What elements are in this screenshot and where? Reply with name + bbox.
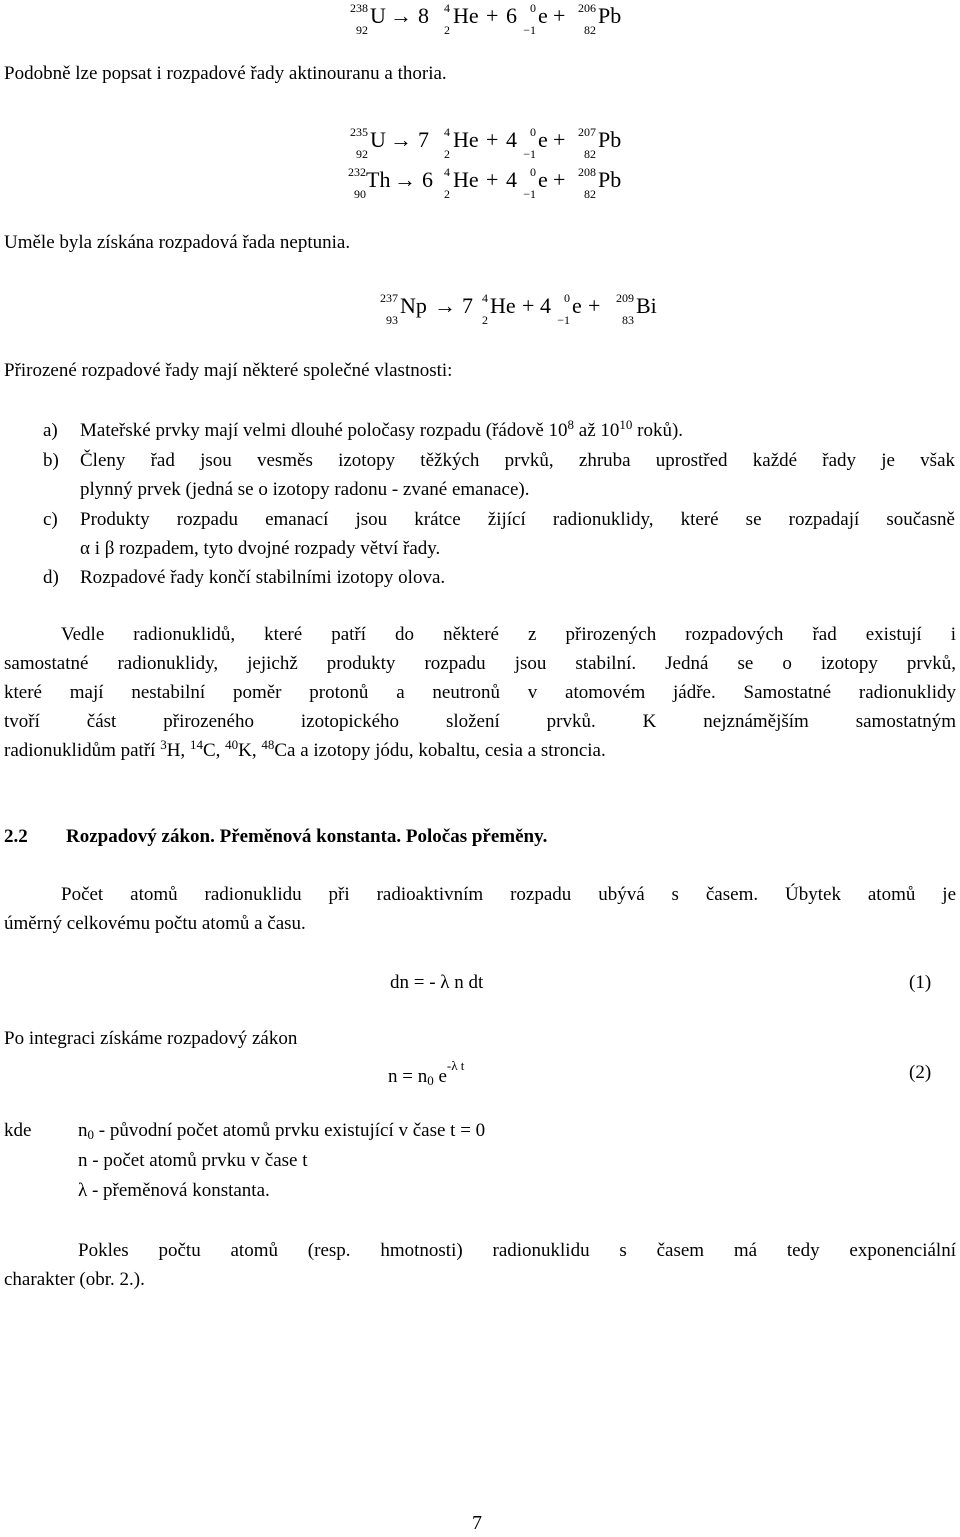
section-number: 2.2 bbox=[4, 826, 28, 847]
list-label-b: b) bbox=[43, 450, 59, 471]
integration-text: Po integraci získáme rozpadový zákon bbox=[4, 1028, 298, 1049]
equation-np237: 237 93 Np → 7 4 2 He + 4 0 −1 e + 209 83 Bi bbox=[380, 291, 657, 327]
definition-lambda: λ - přeměnová konstanta. bbox=[78, 1180, 270, 1201]
properties-intro: Přirozené rozpadové řady mají některé společné vlastnosti: bbox=[4, 360, 453, 381]
list-text-a: Mateřské prvky mají velmi dlouhé poločasy rozpadu (řádově $10^8$ až $10^{10}$ roků). bbox=[80, 417, 684, 441]
list-text-d: Rozpadové řady končí stabilními izotopy olova. bbox=[80, 567, 446, 588]
formula-2-number: (2) bbox=[909, 1062, 932, 1083]
equation-th232: 232 90 Th → 6 4 2 He + 4 0 −1 e + 208 82 Pb bbox=[348, 165, 622, 201]
list-text-b: Členy řad jsou vesměs izotopy těžkých prvků, zhruba uprostřed každé řady je však plynný prvek (jedná se o izotopy radonu - zvané emanace). bbox=[80, 450, 955, 500]
list-label-c: c) bbox=[43, 509, 58, 530]
paragraph-atom-count: Počet atomů radionuklidu při radioaktivním rozpadu ubývá s časem. Úbytek atomů je úměrný celkovému počtu atomů a času. bbox=[4, 884, 956, 934]
formula-1-number: (1) bbox=[909, 972, 932, 993]
definition-n0: $n_0$ - původní počet atomů prvku existující v čase t = 0 bbox=[78, 1120, 486, 1142]
intro-actinium-thorium: Podobně lze popsat i rozpadové řady aktinouranu a thoria. bbox=[4, 63, 447, 84]
page-number: 7 bbox=[472, 1512, 482, 1534]
paragraph-independent-radionuclides: Vedle radionuklidů, které patří do některé z přirozených rozpadových řad existují i samostatné radionuklidy, jejichž produkty rozpadu jsou stabilní. Jedná se o izotopy prvků, které mají nestabilní poměr protonů a neutronů v atomovém jádře. Samostatné radionuklidy tvoří část přirozeného izotopického složení prvků. K nejznámějším samostatným radionuklidům patří $^3$H, $^{14}$C, $^{40}$K, $^{48}$Ca a izotopy jódu, kobaltu, cesia a stroncia. bbox=[4, 624, 956, 761]
list-label-d: d) bbox=[43, 567, 59, 588]
definition-n: n - počet atomů prvku v čase t bbox=[78, 1150, 308, 1171]
section-title: Rozpadový zákon. Přeměnová konstanta. Poločas přeměny. bbox=[66, 826, 548, 847]
formula-differential: dn = - λ n dt bbox=[390, 972, 484, 993]
equation-u238: 238 92 U → 8 4 2 He + 6 0 −1 e + 206 82 Pb bbox=[350, 1, 622, 37]
list-label-a: a) bbox=[43, 420, 58, 441]
list-text-c: Produkty rozpadu emanací jsou krátce žijící radionuklidy, které se rozpadají současně α i β rozpadem, tyto dvojné rozpady větví řady. bbox=[80, 509, 955, 559]
where-label: kde bbox=[4, 1120, 32, 1141]
equation-u235: 235 92 U → 7 4 2 He + 4 0 −1 e + 207 82 Pb bbox=[350, 125, 622, 161]
intro-neptunium: Uměle byla získána rozpadová řada neptunia. bbox=[4, 232, 351, 253]
paragraph-exponential-decline: Pokles počtu atomů (resp. hmotnosti) radionuklidu s časem má tedy exponenciální charakter (obr. 2.). bbox=[4, 1240, 956, 1290]
formula-decay-law: $n = n_0$ $e^{-\lambda t}$ bbox=[388, 1058, 465, 1088]
